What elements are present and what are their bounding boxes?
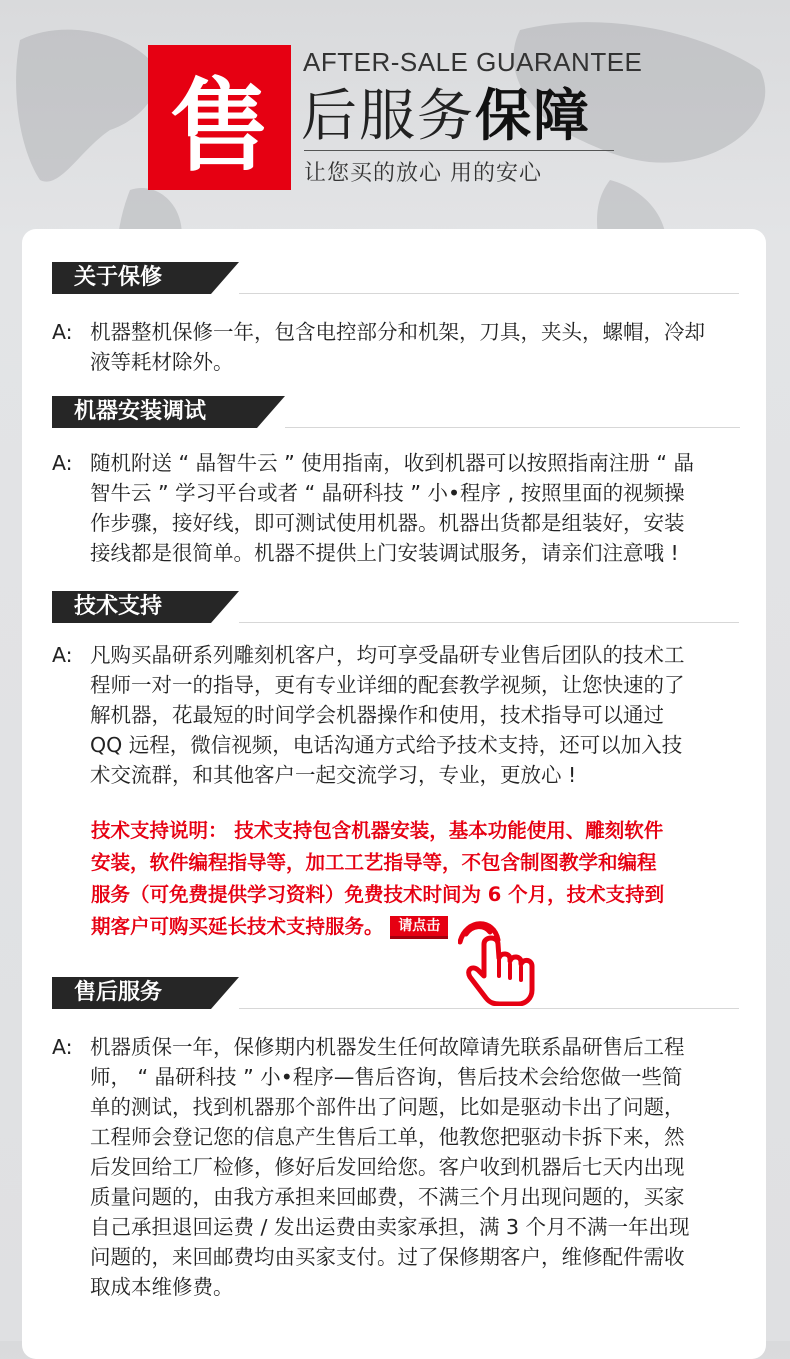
answer-prefix: A:	[52, 1035, 73, 1059]
section-title-tech-support: 技术支持	[52, 591, 211, 623]
body-line: 术交流群，和其他客户一起交流学习，专业，更放心 !	[90, 763, 577, 787]
body-line: 后发回给工厂检修，修好后发回给您。客户收到机器后七天内出现	[90, 1155, 685, 1179]
section-divider	[285, 427, 740, 428]
section-body-installation	[52, 448, 742, 568]
click-here-button[interactable]: 请点击	[390, 916, 448, 939]
section-title-after-sales: 售后服务	[52, 977, 211, 1009]
note-line: 期客户可购买延长技术支持服务。	[91, 915, 384, 938]
section-title-arrow	[211, 262, 239, 294]
body-line: 质量问题的，由我方承担来回邮费，不满三个月出现问题的，买家	[90, 1185, 685, 1209]
header-big-char: 售	[148, 45, 291, 190]
body-line: QQ 远程，微信视频，电话沟通方式给予技术支持，还可以加入技	[90, 733, 683, 757]
body-line: 工程师会登记您的信息产生售后工单，他教您把驱动卡拆下来，然	[90, 1125, 685, 1149]
body-line: 程师一对一的指导，更有专业详细的配套教学视频，让您快速的了	[90, 673, 685, 697]
body-line: 凡购买晶研系列雕刻机客户，均可享受晶研专业售后团队的技术工	[90, 643, 685, 667]
header-banner	[0, 0, 790, 230]
body-line: 机器质保一年，保修期内机器发生任何故障请先联系晶研售后工程	[90, 1035, 685, 1059]
answer-prefix: A:	[52, 320, 73, 344]
note-line: 安装，软件编程指导等，加工工艺指导等，不包含制图教学和编程	[91, 851, 657, 874]
answer-prefix: A:	[52, 451, 73, 475]
section-title-arrow	[211, 977, 239, 1009]
header-slogan: 让您买的放心 用的安心	[304, 161, 542, 186]
body-line: 接线都是很简单。机器不提供上门安装调试服务，请亲们注意哦 !	[90, 541, 679, 565]
header-title-light: 后服务	[301, 84, 475, 149]
header-divider	[304, 150, 614, 151]
section-title-arrow	[211, 591, 239, 623]
body-line: 师， “ 晶研科技 ” 小•程序—售后咨询，售后技术会给您做一些简	[90, 1065, 683, 1089]
section-title-arrow	[257, 396, 285, 428]
section-divider	[239, 622, 739, 623]
body-line: 机器整机保修一年，包含电控部分和机架，刀具，夹头，螺帽，冷却	[90, 320, 705, 344]
tech-support-note	[91, 815, 739, 943]
body-line: 液等耗材除外。	[90, 350, 234, 374]
body-line: 自己承担退回运费 / 发出运费由卖家承担，满 3 个月不满一年出现	[90, 1215, 690, 1239]
pointing-hand-icon	[458, 920, 538, 1006]
body-line: 解机器，花最短的时间学会机器操作和使用，技术指导可以通过	[90, 703, 664, 727]
section-divider	[239, 1008, 739, 1009]
header-title-bold: 保障	[475, 84, 591, 149]
note-line: 服务（可免费提供学习资料）免费技术时间为 6 个月，技术支持到	[91, 883, 665, 906]
body-line: 取成本维修费。	[90, 1275, 234, 1299]
body-line: 随机附送 “ 晶智牛云 ” 使用指南，收到机器可以按照指南注册 “ 晶	[90, 451, 694, 475]
section-title-warranty: 关于保修	[52, 262, 211, 294]
header-chinese-title	[301, 82, 591, 152]
body-line: 问题的，来回邮费均由买家支付。过了保修期客户，维修配件需收	[90, 1245, 685, 1269]
header-english-title: AFTER-SALE GUARANTEE	[303, 47, 643, 77]
body-line: 作步骤，接好线，即可测试使用机器。机器出货都是组装好，安装	[90, 511, 685, 535]
section-title-installation: 机器安装调试	[52, 396, 257, 428]
answer-prefix: A:	[52, 643, 73, 667]
section-divider	[239, 293, 739, 294]
note-line: 技术支持说明： 技术支持包含机器安装，基本功能使用、雕刻软件	[91, 819, 664, 842]
section-body-tech-support	[52, 640, 742, 790]
body-line: 单的测试，找到机器那个部件出了问题，比如是驱动卡出了问题，	[90, 1095, 685, 1119]
section-body-after-sales	[52, 1032, 742, 1302]
section-body-warranty	[52, 317, 742, 377]
body-line: 智牛云 ” 学习平台或者 “ 晶研科技 ” 小•程序 , 按照里面的视频操	[90, 481, 685, 505]
